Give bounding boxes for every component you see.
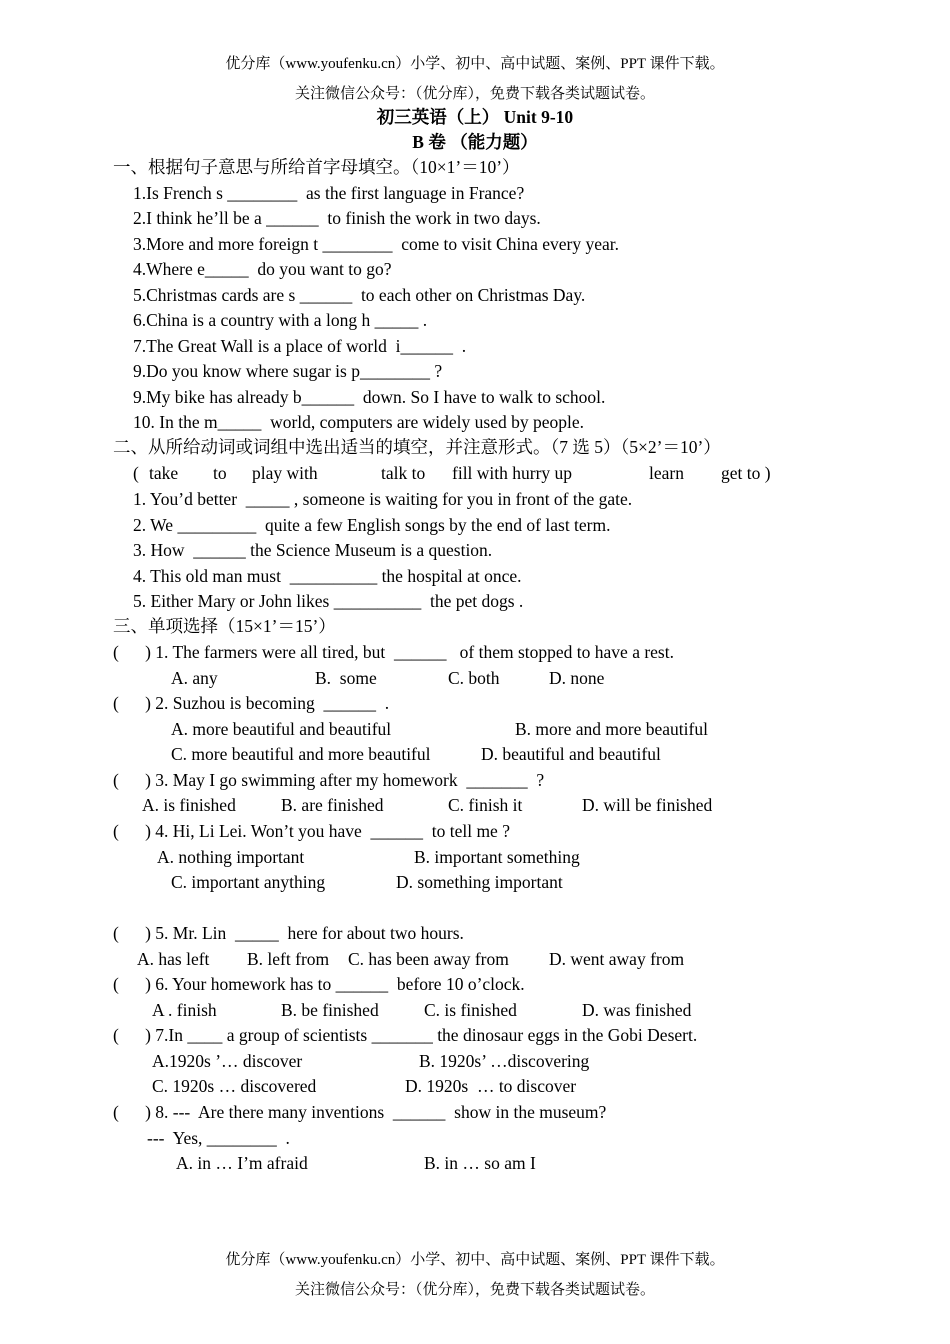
question-5-stem: ( ) 5. Mr. Lin _____ here for about two hours. [113, 923, 464, 943]
word-bank-word: to [213, 463, 227, 483]
question-4-option-b: B. important something [414, 847, 580, 867]
word-bank-word: talk to [381, 463, 426, 483]
question-1-option-b: B. some [315, 668, 377, 688]
word-bank-word: play with [252, 463, 318, 483]
question-3-option-a: A. is finished [142, 795, 236, 815]
question-4-stem: ( ) 4. Hi, Li Lei. Won’t you have ______ to tell me ? [113, 821, 510, 841]
question-2-option-c: C. more beautiful and more beautiful [171, 744, 431, 764]
word-bank-word: learn [649, 463, 684, 483]
question-5-option-d: D. went away from [549, 949, 685, 969]
word-bank-word: take [149, 463, 179, 483]
question-2-option-a: A. more beautiful and beautiful [171, 719, 392, 739]
question-1-option-a: A. any [171, 668, 218, 688]
question-4-option-a: A. nothing important [157, 847, 305, 867]
page-footer-line1: 优分库（www.youfenku.cn）小学、初中、高中试题、案例、PPT 课件下载。 [225, 1252, 725, 1268]
question-4-option-c: C. important anything [171, 872, 326, 892]
question-6-stem: ( ) 6. Your homework has to ______ before 10 o’clock. [113, 974, 525, 994]
section1-item-7: 7.The Great Wall is a place of world i______ . [133, 336, 467, 356]
question-6-option-c: C. is finished [424, 1000, 517, 1020]
question-1-option-c: C. both [448, 668, 500, 688]
question-5-option-c: C. has been away from [348, 949, 509, 969]
word-bank-open: ( [133, 463, 139, 483]
question-3-option-b: B. are finished [281, 795, 384, 815]
page-header-line1: 优分库（www.youfenku.cn）小学、初中、高中试题、案例、PPT 课件下载。 [225, 56, 725, 72]
question-2-option-d: D. beautiful and beautiful [481, 744, 661, 764]
question-6-option-d: D. was finished [582, 1000, 692, 1020]
section1-item-1: 1.Is French s ________ as the first language in France? [133, 183, 525, 203]
section1-item-5: 5.Christmas cards are s ______ to each other on Christmas Day. [133, 285, 586, 305]
section1-item-8: 9.Do you know where sugar is p________ ? [133, 361, 443, 381]
question-2-stem: ( ) 2. Suzhou is becoming ______ . [113, 693, 390, 713]
section2-item-3: 3. How ______ the Science Museum is a question. [133, 540, 493, 560]
question-3-option-d: D. will be finished [582, 795, 713, 815]
question-3-stem: ( ) 3. May I go swimming after my homework _______ ? [113, 770, 545, 790]
section1-item-2: 2.I think he’ll be a ______ to finish the work in two days. [133, 208, 541, 228]
question-8-reply: --- Yes, ________ . [147, 1128, 290, 1148]
question-7-option-d: D. 1920s … to discover [405, 1076, 577, 1096]
page-title: 初三英语（上） Unit 9-10 [376, 107, 574, 127]
section1-item-10: 10. In the m_____ world, computers are widely used by people. [133, 412, 585, 432]
section2-item-1: 1. You’d better _____ , someone is waiting for you in front of the gate. [133, 489, 633, 509]
section3-heading: 三、单项选择（15×1’＝15’） [113, 616, 336, 636]
section2-item-2: 2. We _________ quite a few English songs by the end of last term. [133, 515, 611, 535]
section1-heading: 一、根据句子意思与所给首字母填空。（10×1’＝10’） [113, 157, 520, 177]
section1-item-3: 3.More and more foreign t ________ come to visit China every year. [133, 234, 619, 254]
question-7-option-a: A.1920s ’… discover [152, 1051, 303, 1071]
question-5-option-a: A. has left [137, 949, 210, 969]
word-bank-word: fill with hurry up [452, 463, 573, 483]
section1-item-9: 9.My bike has already b______ down. So I have to walk to school. [133, 387, 606, 407]
question-8-option-b: B. in … so am I [424, 1153, 536, 1173]
question-6-option-b: B. be finished [281, 1000, 379, 1020]
section2-item-4: 4. This old man must __________ the hospital at once. [133, 566, 522, 586]
question-1-option-d: D. none [549, 668, 605, 688]
page-footer-line2: 关注微信公众号：（优分库），免费下载各类试题试卷。 [294, 1282, 655, 1298]
section2-heading: 二、从所给动词或词组中选出适当的填空，并注意形式。（7 选 5）（5×2’＝10’） [113, 437, 721, 457]
question-7-option-c: C. 1920s … discovered [152, 1076, 317, 1096]
question-2-option-b: B. more and more beautiful [515, 719, 708, 739]
question-4-option-d: D. something important [396, 872, 563, 892]
section2-item-5: 5. Either Mary or John likes __________ the pet dogs . [133, 591, 524, 611]
word-bank-word: get to ) [721, 463, 771, 483]
section1-item-4: 4.Where e_____ do you want to go? [133, 259, 392, 279]
question-6-option-a: A . finish [152, 1000, 217, 1020]
question-3-option-c: C. finish it [448, 795, 523, 815]
page-subtitle: B 卷 （能力题） [412, 132, 538, 152]
question-8-option-a: A. in … I’m afraid [176, 1153, 308, 1173]
question-7-option-b: B. 1920s’ …discovering [419, 1051, 590, 1071]
question-7-stem: ( ) 7.In ____ a group of scientists _______ the dinosaur eggs in the Gobi Desert. [113, 1025, 698, 1045]
question-1-stem: ( ) 1. The farmers were all tired, but ______ of them stopped to have a rest. [113, 642, 674, 662]
section1-item-6: 6.China is a country with a long h _____ . [133, 310, 428, 330]
question-5-option-b: B. left from [247, 949, 330, 969]
question-8-stem: ( ) 8. --- Are there many inventions ______ show in the museum? [113, 1102, 607, 1122]
page-header-line2: 关注微信公众号：（优分库），免费下载各类试题试卷。 [294, 86, 655, 102]
